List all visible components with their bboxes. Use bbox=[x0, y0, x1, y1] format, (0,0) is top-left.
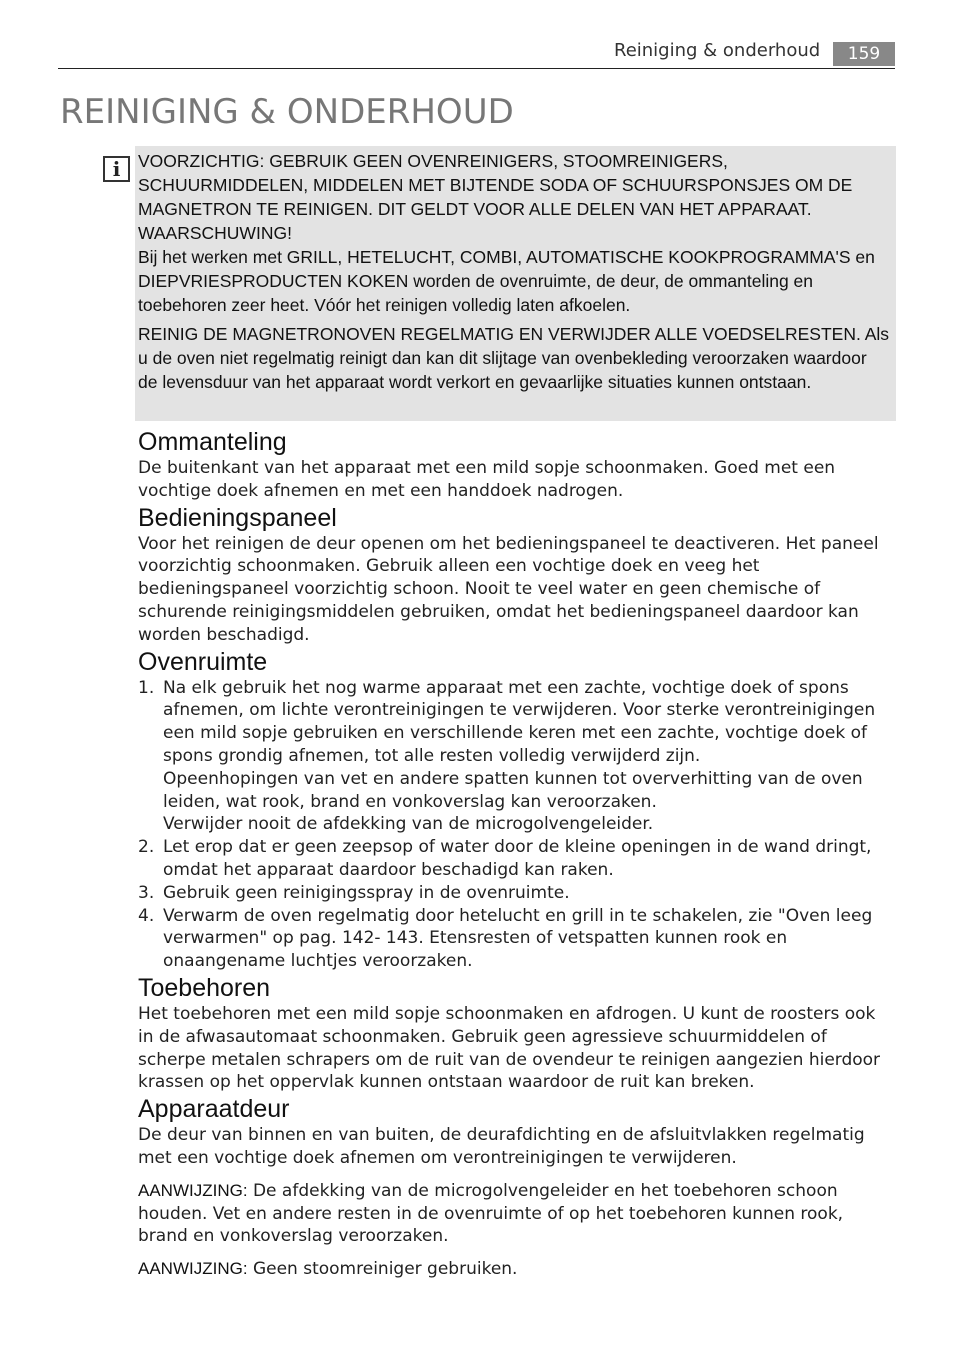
page-number: 159 bbox=[833, 42, 895, 66]
list-number: 3. bbox=[138, 882, 155, 903]
ovenruimte-list bbox=[138, 677, 893, 973]
note-text: Geen stoomreiniger gebruiken. bbox=[247, 1259, 518, 1280]
list-item bbox=[138, 836, 893, 882]
list-text: Verwarm de oven regelmatig door hetelucht en grill in te schakelen, zie "Oven leeg verwarmen" op pag. 142- 143. Etensresten of vetspatten kunnen rook en onaangename luchtjes veroorzaken. bbox=[163, 905, 873, 972]
note-2 bbox=[138, 1258, 893, 1281]
list-text: Verwijder nooit de afdekking van de microgolvengeleider. bbox=[163, 814, 654, 835]
warning-clean: REINIG DE MAGNETRONOVEN REGELMATIG EN VERWIJDER ALLE VOEDSELRESTEN. Als u de oven niet regelmatig reinigt dan kan dit slijtage van ovenbekleding veroorzaken waardoor de levensduur van het apparaat wordt verkort en gevaarlijke situaties kunnen ontstaan. bbox=[138, 324, 890, 392]
list-item bbox=[138, 677, 893, 837]
list-text: Na elk gebruik het nog warme apparaat met een zachte, vochtige doek of spons afnemen, om lichte verontreinigingen te verwijderen. Voor sterke verontreinigingen een mild sopje gebruiken en verschillende keren met een zachte, vochtige doek of spons grondig afnemen, tot alle resten volledig verwijderd zijn. bbox=[163, 677, 876, 766]
text-ommanteling: De buitenkant van het apparaat met een mild sopje schoonmaken. Goed met een vochtige doek afnemen en met een handdoek nadrogen. bbox=[138, 458, 836, 501]
note-1 bbox=[138, 1180, 893, 1248]
text-bedieningspaneel: Voor het reinigen de deur openen om het bedieningspaneel te deactiveren. Het paneel voorzichtig schoonmaken. Gebruik alleen een vochtige doek en veeg het bedieningspaneel voorzichtig schoon. Nooit te veel water en geen chemische of schurende reinigingsmiddelen gebruiken, omdat het bedieningspaneel daardoor kan worden beschadigd. bbox=[138, 533, 879, 645]
heading-apparaatdeur: Apparaatdeur bbox=[138, 1095, 290, 1124]
list-text: Gebruik geen reinigingsspray in de ovenruimte. bbox=[163, 882, 570, 903]
heading-ovenruimte: Ovenruimte bbox=[138, 647, 268, 676]
list-number: 1. bbox=[138, 677, 155, 698]
heading-bedieningspaneel: Bedieningspaneel bbox=[138, 503, 337, 532]
heading-ommanteling: Ommanteling bbox=[138, 428, 287, 456]
note-label: AANWIJZING: bbox=[138, 1259, 248, 1279]
header-divider bbox=[58, 68, 895, 69]
info-icon: i bbox=[103, 156, 130, 182]
warning-heat: Bij het werken met GRILL, HETELUCHT, COMBI, AUTOMATISCHE KOOKPROGRAMMA'S en DIEPVRIESPRODUCTEN KOKEN worden de ovenruimte, de deur, de ommanteling en toebehoren zeer heet. Vóór het reinigen volledig laten afkoelen. bbox=[138, 247, 875, 315]
warning-caution: VOORZICHTIG: GEBRUIK GEEN OVENREINIGERS, STOOMREINIGERS, SCHUURMIDDELEN, MIDDELEN MET BIJTENDE SODA OF SCHUURSPONSJES OM DE MAGNETRON TE REINIGEN. DIT GELDT VOOR ALLE DELEN VAN HET APPARAAT. bbox=[138, 151, 853, 219]
text-toebehoren: Het toebehoren met een mild sopje schoonmaken en afdrogen. U kunt de roosters ook in de afwasautomaat schoonmaken. Gebruik geen agressieve schuurmiddelen of scherpe metalen schrapers om de ruit van de ovendeur te reinigen aangezien hierdoor krassen op het oppervlak kunnen ontstaan waardoor de ruit kan breken. bbox=[138, 1003, 881, 1093]
heading-toebehoren: Toebehoren bbox=[138, 973, 271, 1002]
note-text: De afdekking van de microgolvengeleider en het toebehoren schoon houden. Vet en andere resten in de ovenruimte of op het toebehoren kunnen rook, brand en vonkoverslag veroorzaken. bbox=[138, 1180, 844, 1247]
warning-label: WAARSCHUWING! bbox=[138, 223, 292, 243]
page-title: REINIGING & ONDERHOUD bbox=[60, 92, 514, 132]
list-number: 2. bbox=[138, 837, 155, 858]
warning-box bbox=[135, 146, 896, 421]
main-content bbox=[138, 427, 893, 1281]
list-text: Let erop dat er geen zeepsop of water door de kleine openingen in de wand dringt, omdat het apparaat daardoor beschadigd kan raken. bbox=[163, 837, 872, 880]
list-item bbox=[138, 882, 893, 905]
list-text: Opeenhopingen van vet en andere spatten kunnen tot oververhitting van de oven leiden, wat rook, brand en vonkoverslag kan veroorzaken. bbox=[163, 768, 863, 812]
list-number: 4. bbox=[138, 905, 155, 926]
note-label: AANWIJZING: bbox=[138, 1180, 248, 1200]
running-header: Reiniging & onderhoud bbox=[614, 40, 821, 61]
list-item bbox=[138, 905, 893, 973]
text-apparaatdeur: De deur van binnen en van buiten, de deurafdichting en de afsluitvlakken regelmatig met een vochtige doek afnemen om verontreinigingen te verwijderen. bbox=[138, 1125, 865, 1168]
